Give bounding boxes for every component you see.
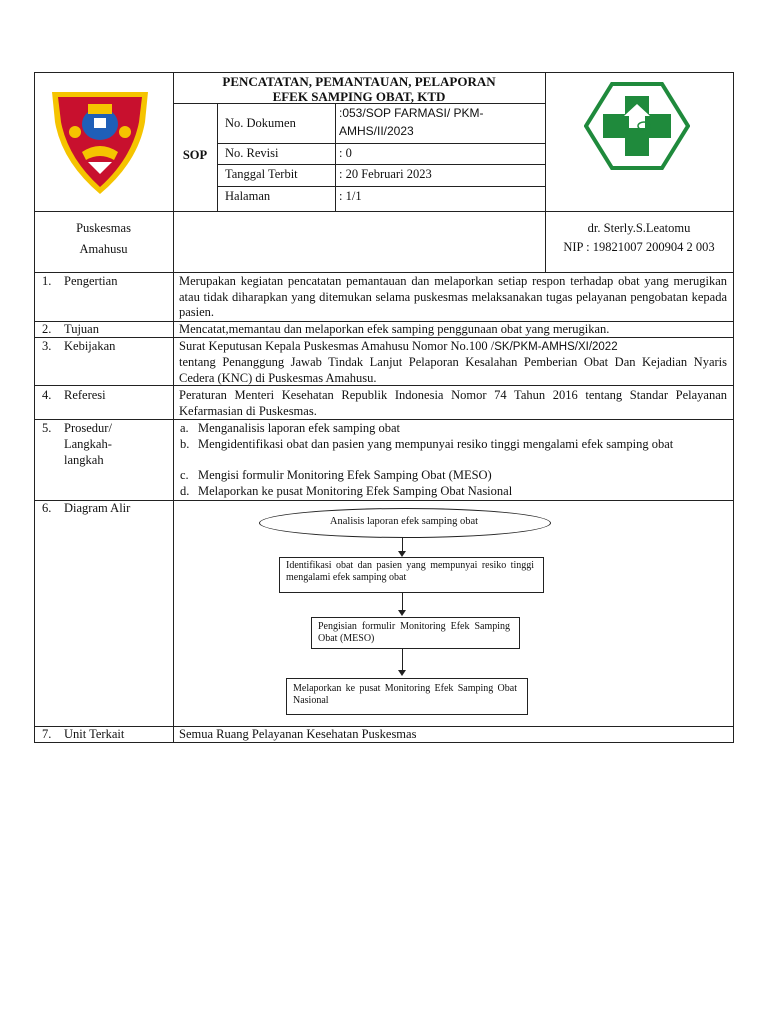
page-value: : 1/1 — [339, 189, 362, 203]
list-item: Menganalisis laporan efek samping obat — [198, 421, 401, 435]
issue-date-label: Tanggal Terbit — [225, 167, 298, 181]
list-item: Mengidentifikasi obat dan pasien yang mempunyai resiko tinggi mengalami efek samping obat — [198, 437, 674, 451]
kebijakan-text-a: Surat Keputusan Kepala Puskesmas Amahusu Nomor No.100 / — [179, 339, 495, 353]
section-label-unit: Unit Terkait — [64, 727, 125, 741]
arrowhead-icon — [398, 670, 406, 676]
signer-nip: NIP : 19821007 200904 2 003 — [563, 240, 715, 254]
section-number: 2. — [42, 322, 52, 336]
revision-label: No. Revisi — [225, 146, 279, 160]
flow-step-2-text: Identifikasi obat dan pasien yang mempunyai resiko tinggi mengalami efek samping obat — [286, 560, 534, 583]
section-number: 6. — [42, 501, 52, 515]
section-label-pengertian: Pengertian — [64, 274, 118, 288]
document-title-line2: EFEK SAMPING OBAT, KTD — [272, 89, 446, 104]
section-label-tujuan: Tujuan — [64, 322, 99, 336]
section-number: 7. — [42, 727, 52, 741]
list-item: Melaporkan ke pusat Monitoring Efek Samping Obat Nasional — [198, 484, 513, 498]
list-item-marker: a. — [180, 421, 189, 435]
section-number: 1. — [42, 274, 52, 288]
section-label-prosedur-1: Prosedur/ — [64, 421, 112, 435]
section-number: 3. — [42, 339, 52, 353]
pengertian-text: Merupakan kegiatan pencatatan pemantauan dan melaporkan setiap respon terhadap obat yang merugikan atau tidak diharapkan yang ditemukan selama puskesmas melaksanakan tugas pelayanan pengobatan kepada pasien. — [179, 274, 727, 319]
section-label-kebijakan: Kebijakan — [64, 339, 116, 353]
list-item-marker: b. — [180, 437, 190, 451]
puskesmas-cross-logo — [584, 82, 690, 170]
referesi-text: Peraturan Menteri Kesehatan Republik Indonesia Nomor 74 Tahun 2016 tentang Standar Pelayanan Kefarmasian di Puskesmas. — [179, 388, 727, 418]
list-item-marker: d. — [180, 484, 190, 498]
issue-date-value: : 20 Februari 2023 — [339, 167, 432, 181]
section-label-diagram: Diagram Alir — [64, 501, 131, 515]
unit-text: Semua Ruang Pelayanan Kesehatan Puskesmas — [179, 727, 417, 741]
sop-label: SOP — [182, 148, 208, 162]
section-label-prosedur-3: langkah — [64, 453, 104, 467]
list-item-marker: c. — [180, 468, 189, 482]
page-label: Halaman — [225, 189, 271, 203]
section-label-referesi: Referesi — [64, 388, 106, 402]
regional-emblem-logo — [48, 82, 152, 200]
flow-step-3-text: Pengisian formulir Monitoring Efek Samping Obat (MESO) — [318, 621, 510, 644]
doc-number-value-line1: :053/SOP FARMASI/ PKM- — [339, 106, 484, 120]
kebijakan-text-c: tentang Penanggung Jawab Tindak Lanjut Pelaporan Kesalahan Pemberian Obat Dan Kejadian Nyaris Cedera (KNC) di Puskesmas Amahusu. — [179, 355, 727, 385]
revision-value: : 0 — [339, 146, 352, 160]
list-item: Mengisi formulir Monitoring Efek Samping Obat (MESO) — [198, 468, 492, 482]
doc-number-label: No. Dokumen — [225, 116, 296, 130]
doc-number-value-line2: AMHS/II/2023 — [339, 124, 414, 138]
flow-step-1-text: Analisis laporan efek samping obat — [329, 516, 479, 527]
section-number: 4. — [42, 388, 52, 402]
org-name-line1: Puskesmas — [76, 221, 131, 235]
section-label-prosedur-2: Langkah- — [64, 437, 112, 451]
arrowhead-icon — [398, 610, 406, 616]
flow-step-4-text: Melaporkan ke pusat Monitoring Efek Samping Obat Nasional — [293, 683, 517, 706]
flow-arrow-3 — [402, 648, 403, 672]
section-number: 5. — [42, 421, 52, 435]
document-title-line1: PENCATATAN, PEMANTAUAN, PELAPORAN — [222, 74, 496, 89]
tujuan-text: Mencatat,memantau dan melaporkan efek samping penggunaan obat yang merugikan. — [179, 322, 610, 336]
org-name-line2: Amahusu — [79, 242, 128, 256]
signer-name: dr. Sterly.S.Leatomu — [587, 221, 691, 235]
flow-arrow-2 — [402, 592, 403, 612]
kebijakan-text-b: SK/PKM-AMHS/XI/2022 — [494, 341, 618, 353]
